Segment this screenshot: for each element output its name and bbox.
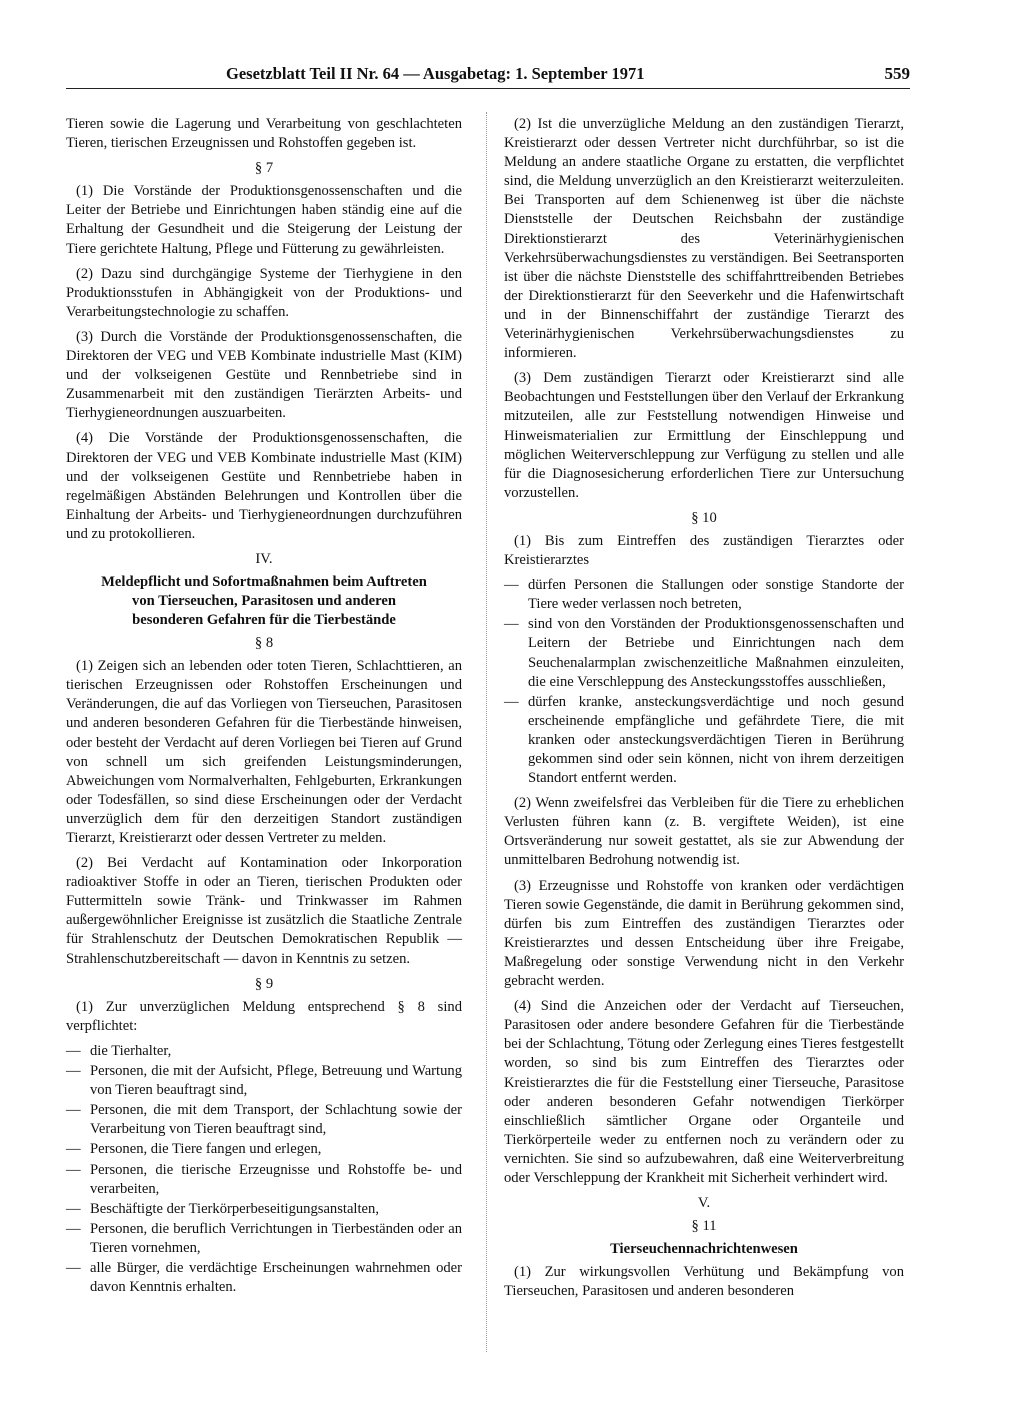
paragraph: (3) Durch die Vorstände der Produktionsgenossenschaften, die Direktoren der VEG und VEB Kombinate industrielle Mast (KIM) und der volkseigenen Gestüte und Rennbetriebe sind in Zusammenarbeit mit den zuständigen Tierärzten Arbeits- und Tierhygieneordnungen auszuarbeiten. bbox=[66, 328, 462, 422]
paragraph: (4) Die Vorstände der Produktionsgenossenschaften, die Direktoren der VEG und VEB Kombinate industrielle Mast (KIM) und der volkseigenen Gestüte und Rennbetriebe haben in regelmäßigen Abständen Belehrungen und Kontrollen über die Einhaltung der Arbeits- und Tierhygieneordnungen durchzuführen und zu protokollieren. bbox=[66, 430, 462, 542]
list-item-text: die Tierhalter, bbox=[90, 1042, 172, 1059]
list-item bbox=[66, 1220, 462, 1258]
list-item-text: dürfen Personen die Stallungen oder sonstige Standorte der Tiere weder verlassen noch betreten, bbox=[528, 577, 904, 613]
list-item-text: Personen, die Tiere fangen und erlegen, bbox=[90, 1141, 322, 1158]
column-divider bbox=[486, 112, 487, 1352]
page-number: 559 bbox=[884, 64, 910, 83]
paragraph: Tieren sowie die Lagerung und Verarbeitung von geschlachteten Tieren, tierischen Erzeugnissen und Rohstoffen gegeben ist. bbox=[66, 116, 462, 152]
list-item-text: sind von den Vorständen der Produktionsgenossenschaften und Leitern der Betriebe und Einrichtungen nach dem Seuchenalarmplan zwischenzeitliche Maßnahmen einzuleiten, die eine Verschleppung des Ansteckungsstoffes ausschließen, bbox=[528, 616, 904, 690]
list-item-text: dürfen kranke, ansteckungsverdächtige und noch gesund erscheinende empfängliche und gefährdete Tiere, die mit kranken oder ansteckungsverdächtigen Tieren in Berührung gekommen sind oder sein können, nicht von ihrem derzeitigen Standort entfernt werden. bbox=[528, 693, 904, 787]
dash-bullet: — bbox=[504, 577, 519, 594]
section-heading: § 10 bbox=[691, 509, 717, 526]
paragraph: (1) Zeigen sich an lebenden oder toten Tieren, Schlachttieren, an tierischen Erzeugnissen oder Rohstoffen Erscheinungen und Veränderungen, die auf das Vorliegen von Tierseuchen, Parasitosen und anderen besonderen Gefahren für die Tierbestände hinweisen, oder besteht der Verdacht auf deren Vorliegen bei Tieren auf Grund von schnell um sich greifenden Leistungsminderungen, Abweichungen vom Normalverhalten, Fehlgeburten, Erkrankungen oder Todesfällen, so sind diese Erscheinungen oder der Verdacht unverzüglich dem für den derzeitigen Standort zuständigen Tierarzt, Kreistierarzt oder dessen Vertreter zu melden. bbox=[66, 658, 462, 846]
section-title: Tierseuchennachrichtenwesen bbox=[610, 1241, 798, 1258]
chapter-title-line: Meldepflicht und Sofortmaßnahmen beim Auftreten bbox=[101, 574, 427, 591]
paragraph: (3) Erzeugnisse und Rohstoffe von kranken oder verdächtigen Tieren sowie Gegenstände, die damit in Berührung gekommen sind, dürfen bis zum Eintreffen des zuständigen Tierarztes oder Kreistierarztes und dessen Entscheidung über ihre Freigabe, Maßregelung oder sonstige Verwendung nicht in den Verkehr gebracht werden. bbox=[504, 877, 904, 990]
dash-bullet: — bbox=[504, 693, 519, 710]
dash-bullet: — bbox=[66, 1141, 81, 1158]
paragraph: (1) Zur wirkungsvollen Verhütung und Bekämpfung von Tierseuchen, Parasitosen und anderen besonderen bbox=[504, 1264, 904, 1300]
paragraph: (2) Dazu sind durchgängige Systeme der Tierhygiene in den Produktionsstufen in Abhängigkeit von der Produktions- und Verarbeitungstechnologie zu schaffen. bbox=[66, 265, 462, 320]
chapter-title-line: von Tierseuchen, Parasitosen und anderen bbox=[132, 593, 396, 610]
list-item-text: Personen, die mit dem Transport, der Schlachtung sowie der Verarbeitung von Tieren beauftragt sind, bbox=[90, 1102, 462, 1138]
left-column bbox=[66, 115, 462, 1303]
header-title: Gesetzblatt Teil II Nr. 64 — Ausgabetag: 1. September 1971 bbox=[226, 64, 645, 83]
chapter-number: V. bbox=[697, 1195, 711, 1212]
list-item bbox=[66, 1140, 462, 1159]
list-item-text: Beschäftigte der Tierkörperbeseitigungsanstalten, bbox=[90, 1200, 379, 1217]
list-item bbox=[504, 576, 904, 614]
chapter-number: IV. bbox=[255, 550, 273, 567]
dash-bullet: — bbox=[66, 1259, 81, 1276]
chapter-title-line: besonderen Gefahren für die Tierbestände bbox=[132, 612, 396, 629]
right-column bbox=[504, 115, 904, 1308]
list-item-text: Personen, die beruflich Verrichtungen in Tierbeständen oder an Tieren vornehmen, bbox=[90, 1220, 462, 1256]
dash-bullet: — bbox=[66, 1102, 81, 1119]
paragraph: (2) Wenn zweifelsfrei das Verbleiben für die Tiere zu erheblichen Verlusten führen kann (z. B. vergiftete Weiden), ist eine Ortsveränderung nur soweit gestattet, als sie zur Abwendung der unmittelbaren Bedrohung notwendig ist. bbox=[504, 795, 904, 869]
paragraph: (1) Zur unverzüglichen Meldung entsprechend § 8 sind verpflichtet: bbox=[66, 998, 462, 1034]
dash-bullet: — bbox=[504, 616, 519, 633]
paragraph: (1) Die Vorstände der Produktionsgenossenschaften und die Leiter der Betriebe und Einrichtungen haben ständig eine auf die Erhaltung der Gesundheit und die Steigerung der Leistung der Tiere gerichtete Haltung, Pflege und Fütterung zu gewährleisten. bbox=[66, 183, 462, 257]
dash-bullet: — bbox=[66, 1161, 81, 1178]
dash-list bbox=[66, 1042, 462, 1297]
page-header bbox=[66, 62, 910, 89]
paragraph: (2) Bei Verdacht auf Kontamination oder Inkorporation radioaktiver Stoffe in oder an Tieren, tierischen Produkten oder Futtermitteln sowie Tränk- und Trinkwasser im Rahmen außergewöhnlicher Ereignisse ist zusätzlich die Staatliche Zentrale für Strahlenschutz der Deutschen Demokratischen Republik — Strahlenschutzbereitschaft — davon in Kenntnis zu setzen. bbox=[66, 855, 462, 967]
list-item bbox=[504, 693, 904, 788]
section-heading: § 9 bbox=[254, 975, 274, 992]
list-item bbox=[66, 1101, 462, 1139]
list-item bbox=[66, 1062, 462, 1100]
list-item-text: Personen, die mit der Aufsicht, Pflege, Betreuung und Wartung von Tieren beauftragt sind, bbox=[90, 1063, 462, 1099]
dash-bullet: — bbox=[66, 1042, 81, 1059]
dash-bullet: — bbox=[66, 1220, 81, 1237]
section-heading: § 11 bbox=[691, 1218, 717, 1235]
paragraph: (1) Bis zum Eintreffen des zuständigen Tierarztes oder Kreistierarztes bbox=[504, 532, 904, 569]
dash-bullet: — bbox=[66, 1063, 81, 1080]
list-item-text: Personen, die tierische Erzeugnisse und Rohstoffe be- und verarbeiten, bbox=[90, 1161, 462, 1197]
list-item-text: alle Bürger, die verdächtige Erscheinungen wahrnehmen oder davon Kenntnis erhalten. bbox=[90, 1259, 462, 1296]
chapter-title bbox=[66, 573, 462, 630]
list-item bbox=[66, 1161, 462, 1199]
list-item bbox=[66, 1259, 462, 1297]
dash-list bbox=[504, 576, 904, 788]
list-item bbox=[66, 1200, 462, 1219]
list-item bbox=[504, 615, 904, 691]
paragraph: (2) Ist die unverzügliche Meldung an den zuständigen Tierarzt, Kreistierarzt oder dessen Vertreter nicht durchführbar, so ist die Meldung an andere staatliche Organe zu erstatten, die verpflichtet sind, die Meldung unverzüglich an den Kreistierarzt weiterzuleiten. Bei Transporten auf dem Schienenweg ist über die nächste Dienststelle der Deutschen Reichsbahn der zuständige Direktionstierarzt des Veterinärhygienischen Verkehrsüberwachungsdienstes zu verständigen. Bei Seetransporten ist über die nächste Dienststelle des schiffahrttreibenden Betriebes der Direktionstierarzt für den Seeverkehr und die Hafenwirtschaft und in der Binnenschiffahrt der zuständige Tierarzt des Veterinärhygienischen Verkehrsüberwachungsdienstes zu informieren. bbox=[504, 116, 904, 362]
section-heading: § 7 bbox=[254, 160, 274, 177]
section-heading: § 8 bbox=[254, 635, 274, 652]
list-item bbox=[66, 1042, 462, 1061]
paragraph: (3) Dem zuständigen Tierarzt oder Kreistierarzt sind alle Beobachtungen und Feststellungen über den Verlauf der Erkrankung mitzuteilen, alle zur Feststellung notwendigen Hinweise und Hinweismaterialien zur Ermittlung der Einschleppung und möglichen Weiterverschleppung zur Verfügung zu stellen und alle für die Diagnosesicherung erforderlichen Tiere zur Untersuchung vorzustellen. bbox=[504, 370, 904, 501]
dash-bullet: — bbox=[66, 1200, 81, 1217]
paragraph: (4) Sind die Anzeichen oder der Verdacht auf Tierseuchen, Parasitosen oder andere besondere Gefahren für die Tierbestände bei der Schlachtung, Tötung oder Zerlegung eines Tieres festgestellt worden, so sind bis zum Eintreffen des Tierarztes oder Kreistierarztes die für die Feststellung einer Tierseuche, Parasitose oder anderen besonderen Gefahr notwendigen Tierkörper einschließlich sämtlicher Organe oder Organteile und Tierkörperteile weder zu entfernen noch zu verändern oder zu vernichten. Sie sind so aufzubewahren, daß eine Weiterverbreitung oder Verschleppung der Krankheit mit Sicherheit verhindert wird. bbox=[504, 998, 904, 1186]
